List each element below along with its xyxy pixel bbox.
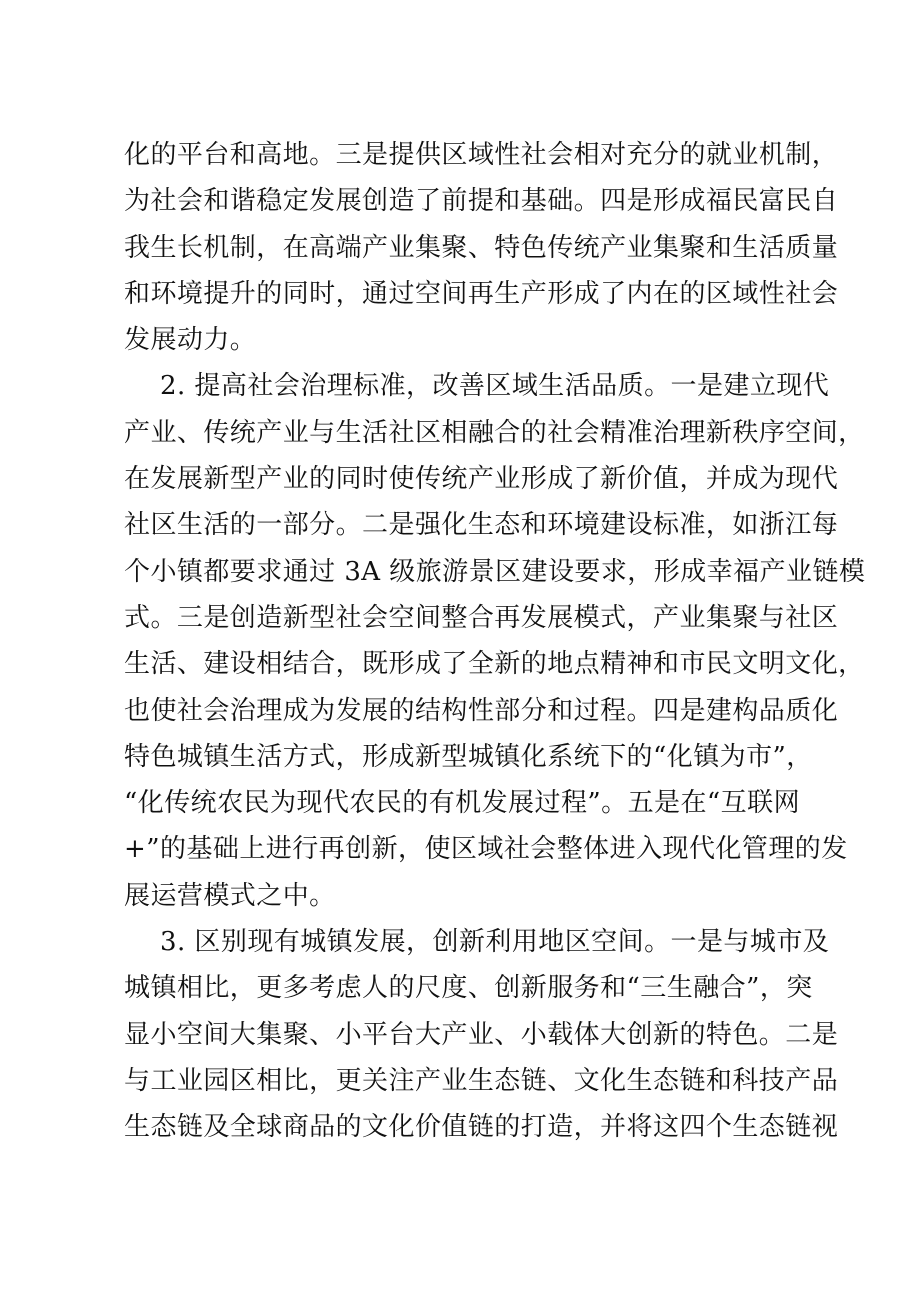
text-line: 与工业园区相比，更关注产业生态链、文化生态链和科技产品 <box>124 1065 839 1096</box>
text-line: 社区生活的一部分。二是强化生态和环境建设标准，如浙江每 <box>124 510 839 541</box>
text-line: 在发展新型产业的同时使传统产业形成了新价值，并成为现代 <box>124 464 839 495</box>
text-line: 生态链及全球商品的文化价值链的打造，并将这四个生态链视 <box>124 1112 839 1143</box>
text-line: “化传统农民为现代农民的有机发展过程”。五是在“互联网 <box>124 788 801 819</box>
body-text <box>124 132 866 1151</box>
text-line: 展运营模式之中。 <box>124 880 336 911</box>
paragraph-3-first-line: 3. 区别现有城镇发展，创新利用地区空间。一是与城市及 <box>160 927 830 958</box>
text-line: 也使社会治理成为发展的结构性部分和过程。四是建构品质化 <box>124 695 839 726</box>
text-line: 我生长机制，在高端产业集聚、特色传统产业集聚和生活质量 <box>124 232 839 263</box>
text-line: +”的基础上进行再创新，使区域社会整体进入现代化管理的发 <box>124 834 848 865</box>
text-line: 生活、建设相结合，既形成了全新的地点精神和市民文明文化， <box>124 649 865 680</box>
text-line: 化的平台和高地。三是提供区域性社会相对充分的就业机制， <box>124 140 839 170</box>
text-line: 和环境提升的同时，通过空间再生产形成了内在的区域性社会 <box>124 278 839 309</box>
text-line: 显小空间大集聚、小平台大产业、小载体大创新的特色。二是 <box>124 1019 839 1050</box>
text-line: 式。三是创造新型社会空间整合再发展模式，产业集聚与社区 <box>124 602 839 633</box>
paragraph-2-first-line: 2. 提高社会治理标准，改善区域生活品质。一是建立现代 <box>160 371 830 402</box>
text-line: 为社会和谐稳定发展创造了前提和基础。四是形成福民富民自 <box>124 186 839 217</box>
text-line: 特色城镇生活方式，形成新型城镇化系统下的“化镇为市”， <box>124 741 813 772</box>
text-line: 发展动力。 <box>124 325 257 356</box>
text-line: 产业、传统产业与生活社区相融合的社会精准治理新秩序空间， <box>124 417 865 448</box>
text-line: 个小镇都要求通过 3A 级旅游景区建设要求，形成幸福产业链模 <box>124 556 866 587</box>
text-line: 城镇相比，更多考虑人的尺度、创新服务和“三生融合”，突 <box>124 973 813 1004</box>
